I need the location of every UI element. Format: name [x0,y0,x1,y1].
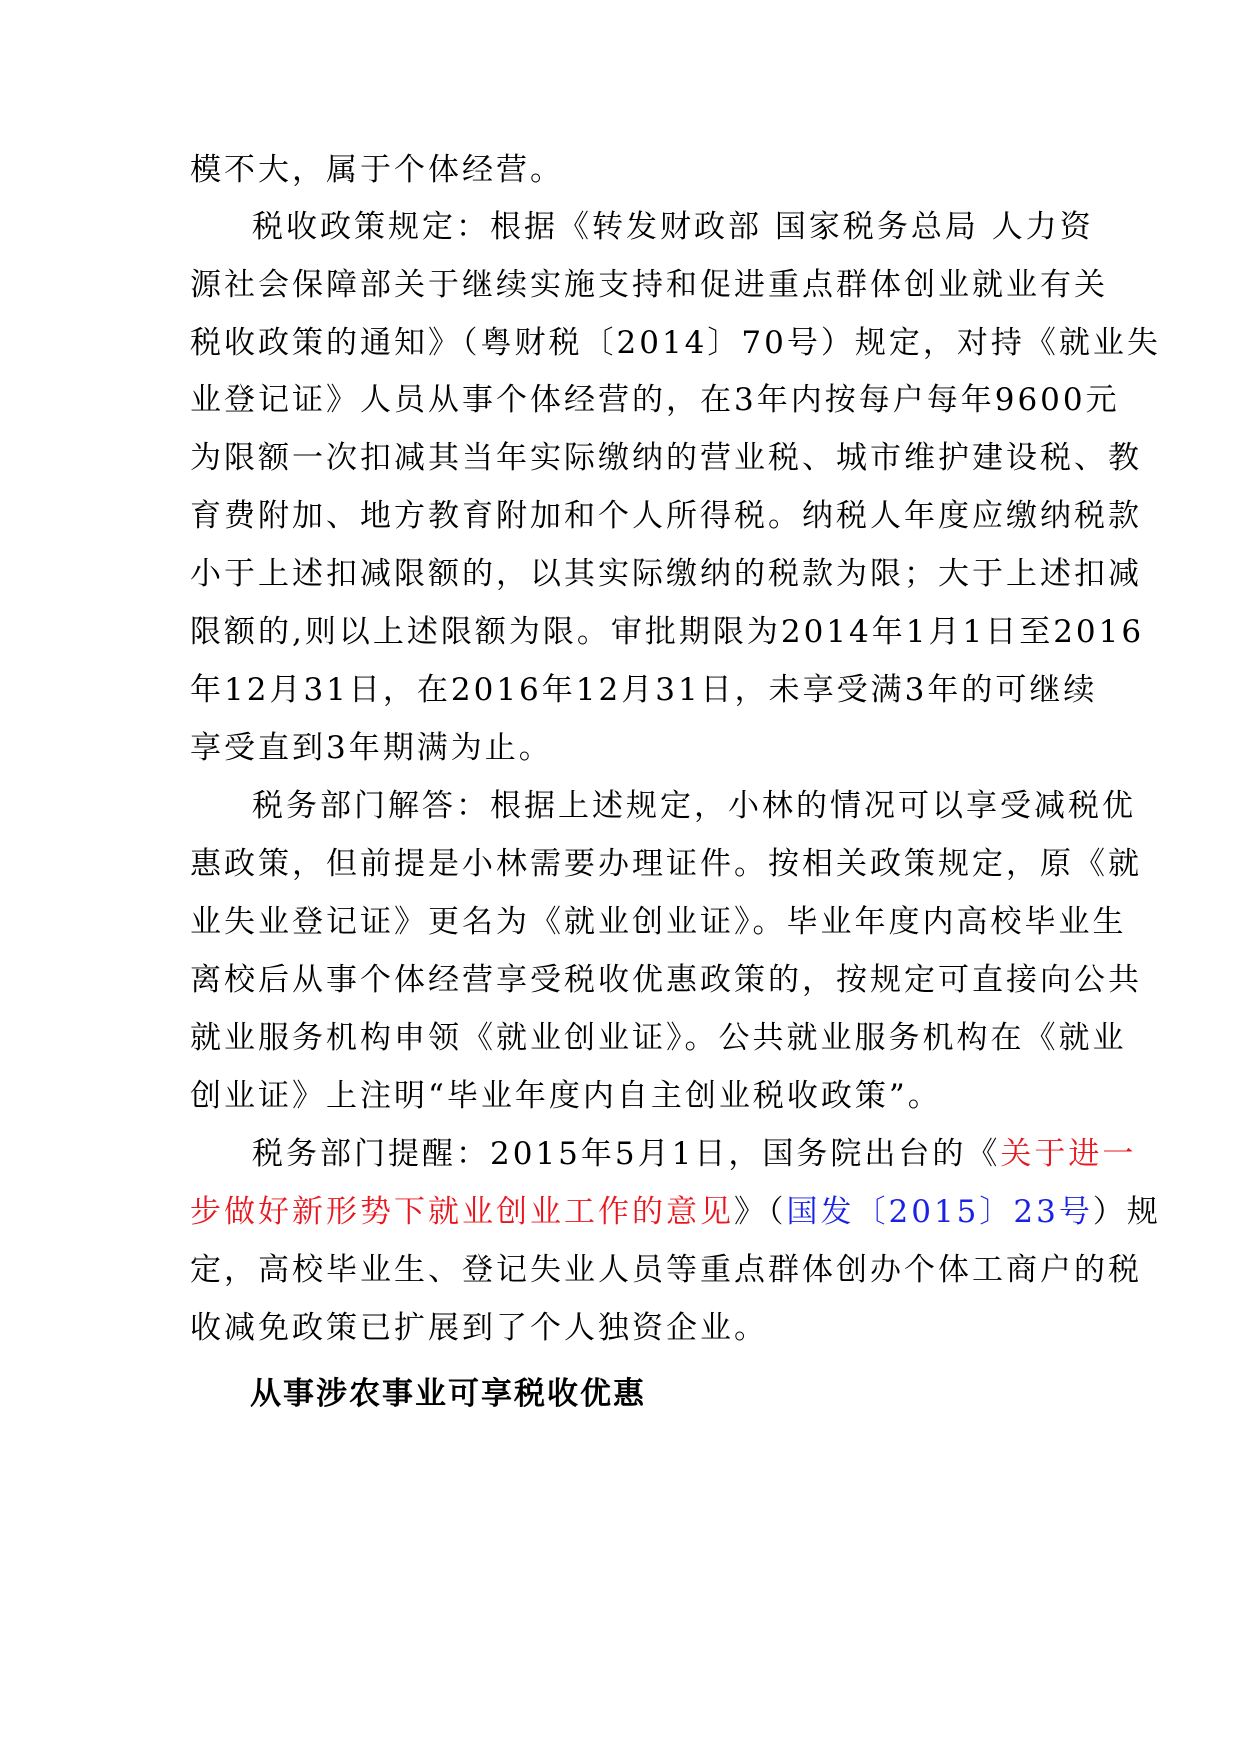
text-line: 定，高校毕业生、登记失业人员等重点群体创办个体工商户的税 [190,1252,1142,1288]
text-span: ）规 [1092,1194,1161,1230]
text-span: 税务部门提醒：2015年5月1日，国务院出台的《 [252,1136,1001,1172]
text-line: 享受直到3年期满为止。 [190,730,553,766]
text-line: 为限额一次扣减其当年实际缴纳的营业税、城市维护建设税、教 [190,440,1142,476]
text-line: 限额的,则以上述限额为限。审批期限为2014年1月1日至2016 [190,614,1145,650]
text-line: 年12月31日，在2016年12月31日，未享受满3年的可继续 [190,672,1098,708]
text-line: 业登记证》人员从事个体经营的，在3年内按每户每年9600元 [190,382,1120,418]
text-line: 税收政策的通知》（粤财税〔2014〕70号）规定，对持《就业失 [190,325,1161,361]
policy-title-link[interactable]: 步做好新形势下就业创业工作的意见 [190,1194,734,1230]
section-heading: 从事涉农事业可享税收优惠 [250,1376,646,1412]
document-number-link[interactable]: 国发〔2015〕23号 [786,1194,1093,1230]
text-line: 育费附加、地方教育附加和个人所得税。纳税人年度应缴纳税款 [190,498,1142,534]
text-line: 源社会保障部关于继续实施支持和促进重点群体创业就业有关 [190,267,1108,303]
text-line: 小于上述扣减限额的，以其实际缴纳的税款为限；大于上述扣减 [190,556,1142,592]
text-line: 惠政策，但前提是小林需要办理证件。按相关政策规定，原《就 [190,846,1142,882]
text-span: 》（ [734,1194,787,1230]
text-line [252,1134,1136,1174]
text-line: 业失业登记证》更名为《就业创业证》。毕业年度内高校毕业生 [190,904,1127,940]
policy-title-link[interactable]: 关于进一 [1000,1136,1137,1172]
text-line: 模不大，属于个体经营。 [190,152,564,188]
text-line: 离校后从事个体经营享受税收优惠政策的，按规定可直接向公共 [190,962,1142,998]
text-line: 收减免政策已扩展到了个人独资企业。 [190,1310,768,1346]
text-line [190,1192,1161,1232]
text-line: 就业服务机构申领《就业创业证》。公共就业服务机构在《就业 [190,1020,1127,1056]
text-line: 创业证》上注明“毕业年度内自主创业税收政策”。 [190,1078,942,1114]
text-line: 税收政策规定：根据《转发财政部 国家税务总局 人力资 [252,209,1094,245]
text-line: 税务部门解答：根据上述规定，小林的情况可以享受减税优 [252,788,1136,824]
